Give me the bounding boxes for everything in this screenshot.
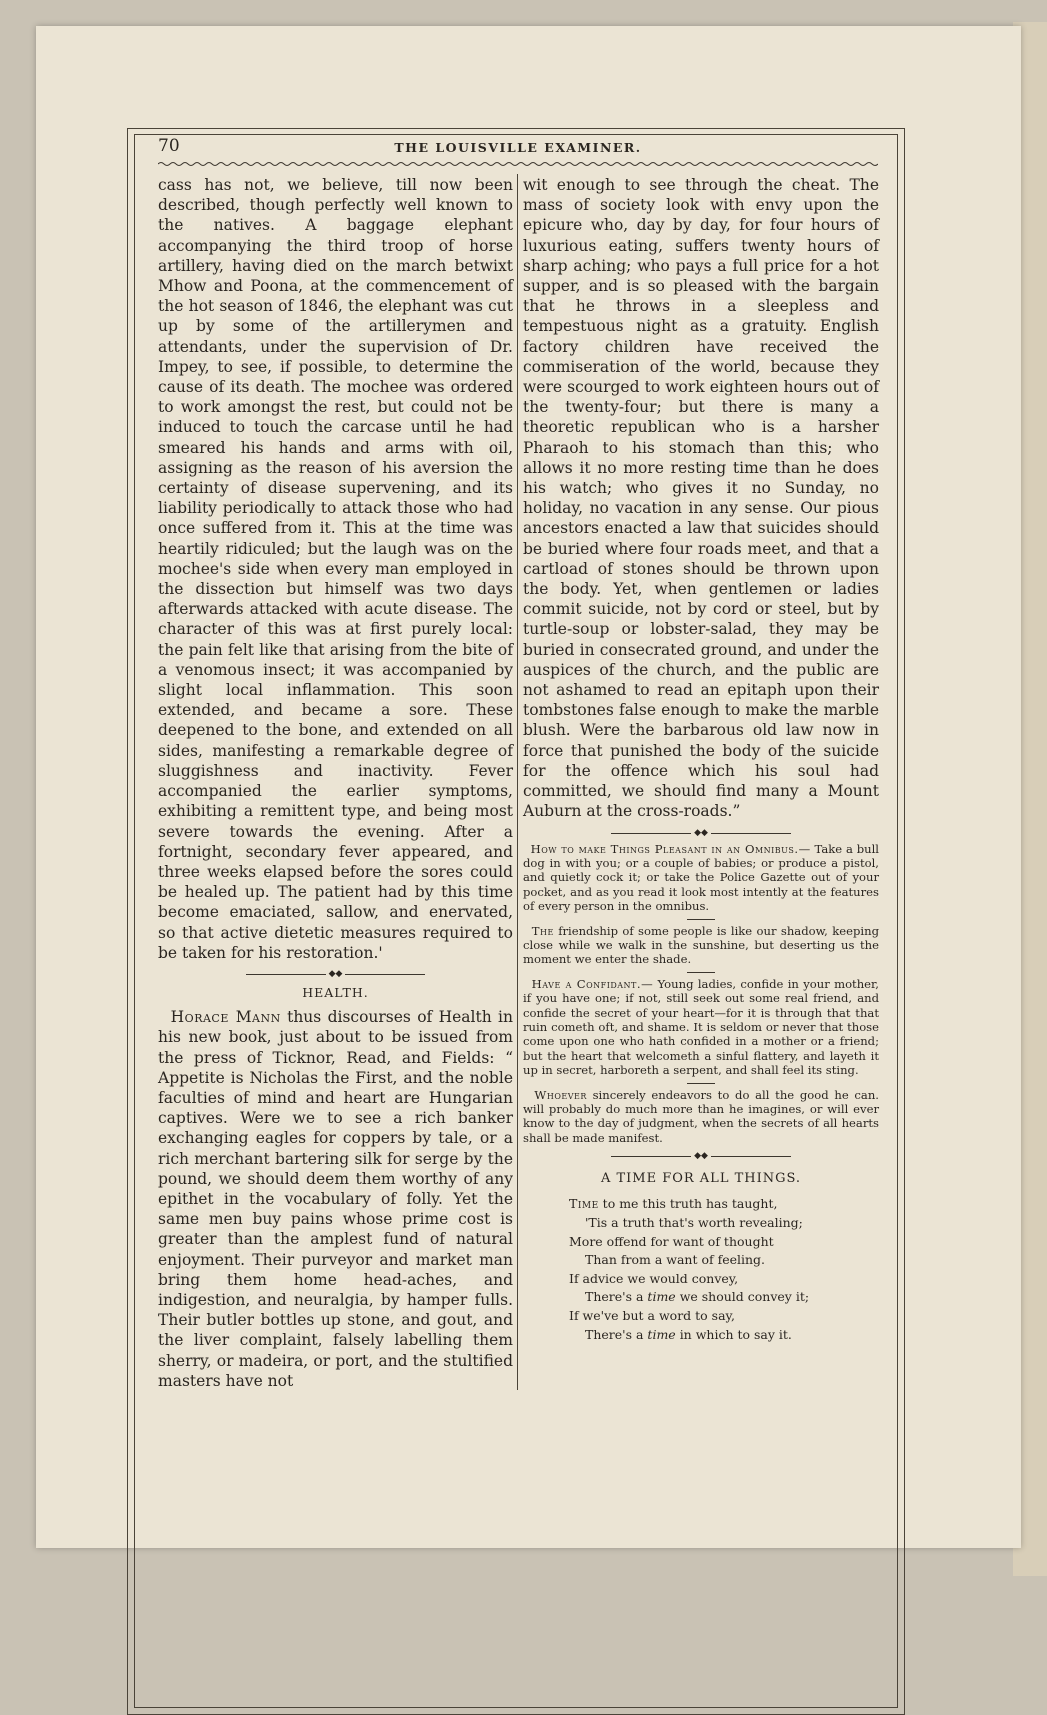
omnibus-text: Take a bull dog in with you; or a couple of babies; or produce a pistol, and quietly cock it; or take the Police Gazette out of your pocket, and as you read it look most intently at the features of every person in the omnibus. [523, 841, 880, 914]
friendship-text: friendship of some people is like our shadow, keeping close while we walk in the sunshine, but deserting us the moment we enter the shade. [523, 923, 879, 967]
health-paragraph [158, 1007, 513, 1391]
elephant-paragraph: cass has not, we believe, till now been described, though perfectly well known to the natives. A baggage elephant accompanying the third troop of horse artillery, having died on the march betwixt Mhow and Poona, at the commencement of the hot season of 1846, the elephant was cut up by some of the artillerymen and attendants, under the supervision of Dr. Impey, to see, if possible, to determine the cause of its death. The mochee was ordered to work amongst the rest, but could not be induced to touch the carcase until he had smeared his hands and arms with oil, assigning as the reason of his aversion the certainty of disease supervening, and its liability periodically to attack those who had once suffered from it. This at the time was heartily ridiculed; but the laugh was on the mochee's side when every man employed in the dissection but himself was two days afterwards attacked with acute disease. The character of this was at first purely local: the pain felt like that arising from the bite of a venomous insect; it was accompanied by slight local inflammation. This soon extended, and became a sore. These deepened to the bone, and extended on all sides, manifesting a remarkable degree of sluggishness and inactivity. Fever accompanied the earlier symptoms, exhibiting a remittent type, and being most severe towards the evening. After a fortnight, secondary fever appeared, and three weeks elapsed before the sores could be healed up. The patient had by this time become emaciated, sallow, and enervated, so that active dietetic measures required to be taken for his restoration.' [158, 176, 513, 962]
poem-line: Than from a want of feeling. [585, 1252, 766, 1268]
poem-first-word: Time [569, 1196, 599, 1212]
right-column [523, 175, 879, 1344]
confidant-paragraph [523, 977, 879, 1078]
short-rule [687, 972, 715, 973]
header-wavy-rule [158, 160, 878, 168]
health-continuation: wit enough to see through the cheat. The mass of society look with envy upon the epicure who, day by day, for four hours of luxurious eating, suffers twenty hours of sharp aching; who pays a full price for a hot supper, and is so pleased with the bargain that he throws in a sleepless and tempestuous night as a gratuity. English factory children have received the commiseration of the world, because they were scourged to work eighteen hours out of the twenty-four; but there is many a theoretic republican who is a harsher Pharaoh to his stomach than this; who allows it no more resting time than he does his watch; who gives it no Sunday, no holiday, no vacation in any sense. Our pious ancestors enacted a law that suicides should be buried where four roads meet, and that a cartload of stones should be thrown upon the body. Yet, when gentlemen or ladies commit suicide, not by cord or steel, but by turtle-soup or lobster-salad, they may be buried in consecrated ground, and under the auspices of the church, and the public are not ashamed to read an epitaph upon their tombstones false enough to make the marble blush. Were the barbarous old law now in force that punished the body of the suicide for the offence which his soul had committed, we should find many a Mount Auburn at the cross-roads.” [523, 176, 879, 821]
poem-line: If advice we would convey, [569, 1270, 739, 1286]
poem-line: If we've but a word to say, [569, 1307, 735, 1323]
friendship-lead: The [531, 923, 554, 938]
left-column [158, 175, 513, 1391]
page-number: 70 [158, 136, 180, 156]
poem-line: More offend for want of thought [569, 1233, 774, 1249]
short-rule [687, 1083, 715, 1084]
health-text: thus discourses of Health in his new book, just about to be issued from the press of Ticknor, Read, and Fields: “ Appetite is Nicholas the First, and the noble faculties of mind and heart are Hungarian captives. Were we to see a rich banker exchanging eagles for coppers by tale, or a rich merchant bartering silk for serge by the pound, we should deem them worthy of any epithet in the vocabulary of folly. Yet the same men buy pains whose prime cost is greater than the amplest fund of natural enjoyment. Their purveyor and market man bring them home head-aches, and indigestion, and neuralgia, by hamper fulls. Their butler bottles up stone, and gout, and the liver complaint, falsely labelling them sherry, or madeira, or port, and the stultified masters have not [158, 1008, 513, 1390]
page-header [158, 136, 878, 160]
confidant-lead: Have a Confidant.— [531, 976, 654, 991]
poem-title: A TIME FOR ALL THINGS. [600, 1171, 802, 1187]
whoever-text: sincerely endeavors to do all the good he can. will probably do much more than he imagines, or will ever know to the day of judgment, when the secrets of all hearts shall be made manifest. [523, 1087, 879, 1145]
section-ornament-3: ◆◆ [523, 1149, 879, 1163]
friendship-paragraph [523, 924, 879, 967]
omnibus-lead: How to make Things Pleasant in an Omnibus.— [530, 841, 811, 856]
poem-line: There's a time in which to say it. [585, 1326, 792, 1342]
whoever-lead: Whoever [534, 1087, 587, 1102]
health-heading: HEALTH. [302, 984, 369, 1000]
whoever-paragraph [523, 1088, 879, 1146]
poem-line: 'Tis a truth that's worth revealing; [585, 1215, 803, 1231]
poem-line: Time to me this truth has taught, [569, 1196, 778, 1212]
poem-line: There's a time we should convey it; [585, 1289, 810, 1305]
short-rule [687, 919, 715, 920]
omnibus-paragraph [523, 842, 879, 914]
section-ornament: ◆◆ [158, 967, 513, 981]
health-lead: Horace Mann [170, 1008, 281, 1027]
running-title: THE LOUISVILLE EXAMINER. [394, 140, 642, 155]
column-divider [517, 174, 518, 1390]
confidant-text: Young ladies, confide in your mother, if you have one; if not, still seek out some real friend, and confide the secret of your heart—for it is through that that ruin cometh oft, and shame. It is seldom or never that those come upon one who hath confided in a mother or a friend; but the heart that welcometh a sinful flattery, and layeth it up in secret, harboreth a serpent, and shall feel its sting. [523, 976, 879, 1078]
section-ornament-2: ◆◆ [523, 826, 879, 840]
poem [569, 1195, 879, 1344]
